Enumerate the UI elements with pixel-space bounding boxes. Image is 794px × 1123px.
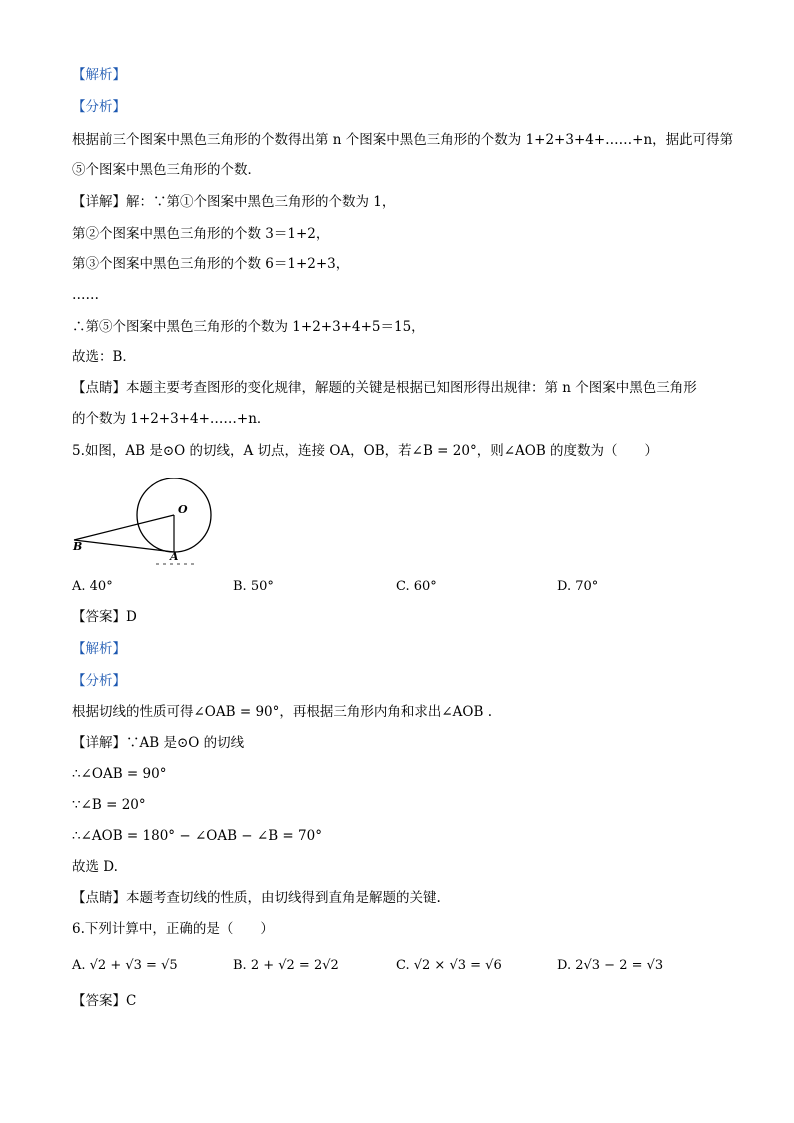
detail-line-1: 【详解】解：∵第①个图案中黑色三角形的个数为 1， — [72, 194, 396, 210]
q5-option-a: A. 40° — [72, 579, 113, 594]
choice-line: 故选：B． — [72, 349, 136, 365]
detail-ellipsis: …… — [72, 287, 99, 303]
label-a: A — [170, 550, 179, 563]
detail-line-2: 第②个图案中黑色三角形的个数 3＝1+2， — [72, 226, 330, 242]
analysis-text-line-1: 根据前三个图案中黑色三角形的个数得出第 n 个图案中黑色三角形的个数为 1+2+3+4+……+n，据此可得第 — [72, 132, 734, 148]
detail-line-3: 第③个图案中黑色三角形的个数 6＝1+2+3， — [72, 256, 350, 272]
q6-option-a: A. √2 + √3 = √5 — [72, 958, 178, 973]
q5-option-d: D. 70° — [557, 579, 599, 594]
q6-option-c: C. √2 × √3 = √6 — [396, 958, 502, 973]
comment-5: 【点睛】本题考查切线的性质，由切线得到直角是解题的关键. — [72, 890, 441, 906]
answer-6: 【答案】C — [72, 993, 137, 1009]
q5-option-c: C. 60° — [396, 579, 437, 594]
detail-5-line-4: ∴∠AOB = 180° − ∠OAB − ∠B = 70° — [72, 828, 322, 844]
fenxi-heading: 【分析】 — [72, 99, 126, 115]
comment-line-1: 【点睛】本题主要考查图形的变化规律，解题的关键是根据已知图形得出规律：第 n 个图案中黑色三角形 — [72, 380, 697, 396]
q5-option-b: B. 50° — [233, 579, 274, 594]
analysis-text-line-2: ⑤个图案中黑色三角形的个数． — [72, 162, 261, 178]
label-b: B — [73, 540, 83, 553]
choice-5: 故选 D. — [72, 859, 118, 875]
label-o: O — [178, 503, 188, 516]
fenxi-heading-2: 【分析】 — [72, 673, 126, 689]
analysis-5: 根据切线的性质可得∠OAB = 90°，再根据三角形内角和求出∠AOB . — [72, 704, 493, 720]
segment-ab — [74, 540, 174, 552]
detail-5-line-1: 【详解】∵AB 是⊙O 的切线 — [72, 735, 245, 751]
detail-conclusion: ∴第⑤个图案中黑色三角形的个数为 1+2+3+4+5＝15， — [72, 319, 425, 335]
answer-5: 【答案】D — [72, 609, 137, 625]
jiexi-heading: 【解析】 — [72, 67, 126, 83]
question-6: 6.下列计算中，正确的是（ ） — [72, 921, 274, 937]
jiexi-heading-2: 【解析】 — [72, 641, 126, 657]
comment-line-2: 的个数为 1+2+3+4+……+n． — [72, 411, 271, 427]
question-5: 5.如图，AB 是⊙O 的切线，A 切点，连接 OA，OB，若∠B = 20°，则∠AOB 的度数为（ ） — [72, 443, 659, 459]
tangent-circle-figure — [70, 478, 230, 568]
q6-option-d: D. 2√3 − 2 = √3 — [557, 958, 664, 973]
segment-ob — [74, 515, 174, 540]
detail-5-line-2: ∴∠OAB = 90° — [72, 766, 167, 782]
detail-5-line-3: ∵∠B = 20° — [72, 797, 146, 813]
q6-option-b: B. 2 + √2 = 2√2 — [233, 958, 339, 973]
